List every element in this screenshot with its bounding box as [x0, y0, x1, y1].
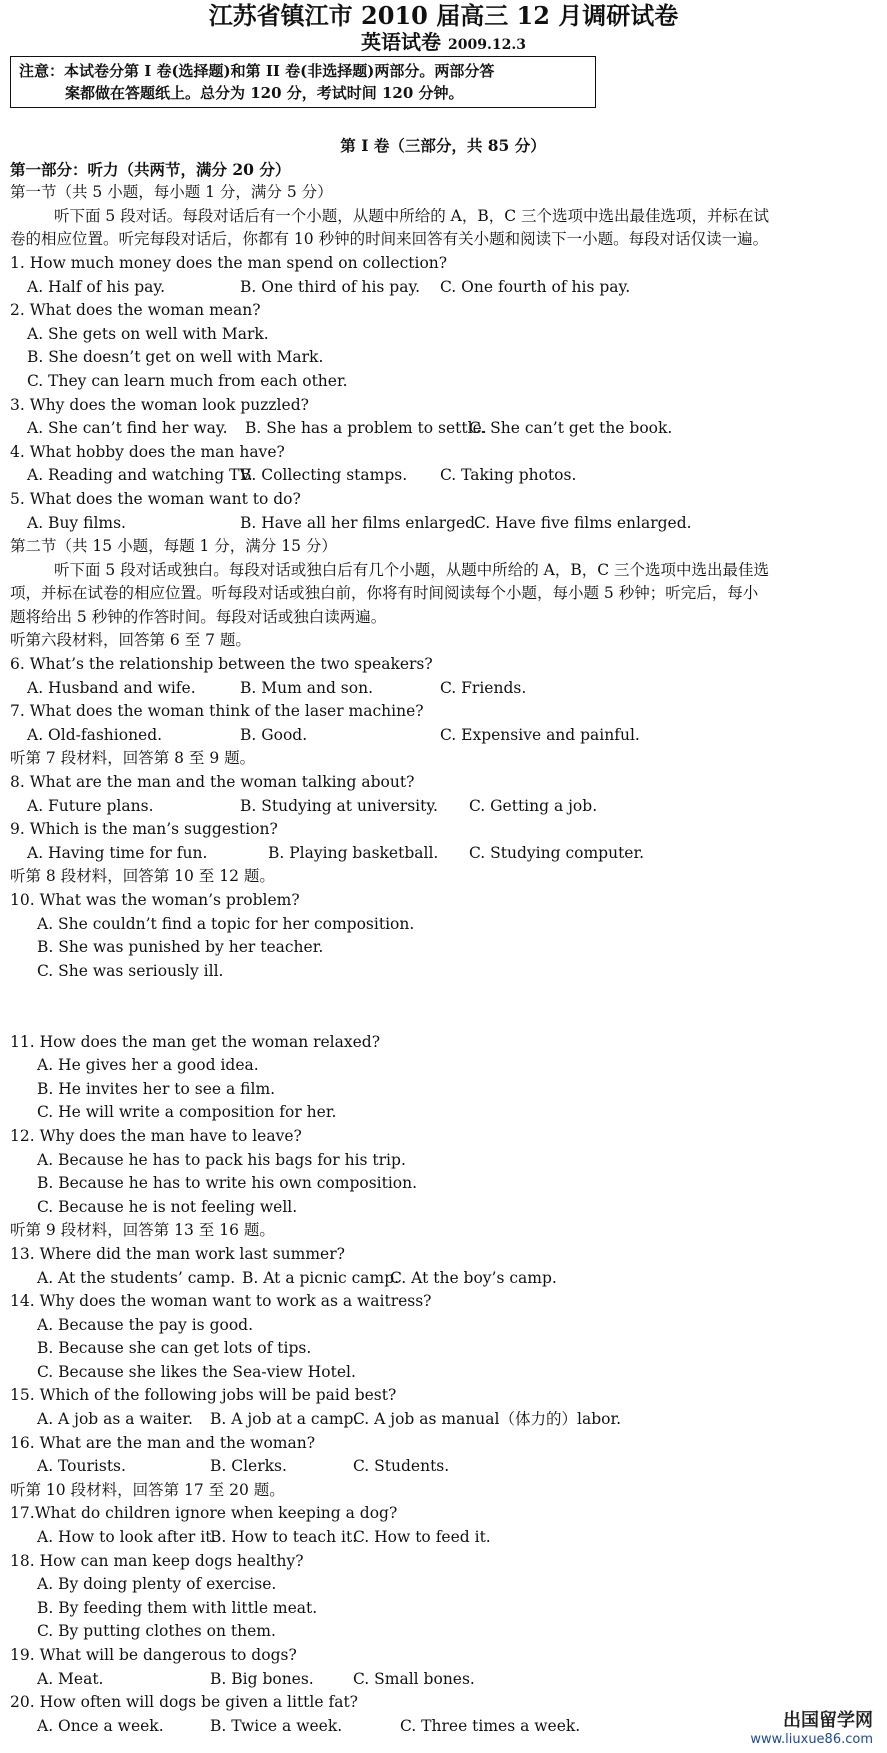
question-stem: 1. How much money does the man spend on collection? — [10, 253, 448, 272]
option-b: B. A job at a camp. — [210, 1410, 359, 1429]
options-row — [10, 1526, 876, 1550]
watermark-name: 出国留学网 — [783, 1710, 873, 1731]
option-a: A. A job as a waiter. — [37, 1410, 193, 1429]
question-stem: 11. How does the man get the woman relaxed? — [10, 1032, 381, 1051]
option-c: C. Students. — [353, 1457, 450, 1476]
material-note: 听第六段材料，回答第 6 至 7 题。 — [10, 631, 251, 650]
options-row — [10, 842, 876, 866]
option-b: B. She was punished by her teacher. — [37, 938, 324, 957]
question-stem: 19. What will be dangerous to dogs? — [10, 1646, 297, 1664]
section1-heading: 第一节（共 5 小题，每小题 1 分，满分 5 分） — [10, 183, 333, 202]
question-stem: 6. What’s the relationship between the two speakers? — [10, 655, 433, 674]
option-a: A. Meat. — [37, 1669, 104, 1688]
options-row — [10, 795, 876, 819]
watermark-logo — [750, 1706, 873, 1747]
question-stem: 3. Why does the woman look puzzled? — [10, 395, 309, 414]
option-b: B. Twice a week. — [210, 1716, 343, 1735]
option-a: A. At the students’ camp. — [37, 1268, 236, 1287]
question-stem: 16. What are the man and the woman? — [10, 1433, 316, 1452]
section2-heading: 第二节（共 15 小题，每题 1 分，满分 15 分） — [10, 537, 337, 556]
option-b: B. Playing basketball. — [268, 843, 439, 862]
material-note: 听第 7 段材料，回答第 8 至 9 题。 — [10, 749, 256, 768]
option-b: B. Clerks. — [210, 1457, 287, 1476]
option-a: A. How to look after it. — [37, 1528, 217, 1547]
volume-title: 第 I 卷（三部分，共 85 分） — [340, 136, 546, 155]
exam-title: 江苏省镇江市 2010 届高三 12 月调研试卷 — [208, 1, 679, 30]
option-a: A. Half of his pay. — [27, 277, 166, 296]
options-row — [10, 417, 876, 441]
option-c: C. Expensive and painful. — [440, 725, 640, 744]
question-stem: 13. Where did the man work last summer? — [10, 1244, 345, 1263]
subtitle-text: 英语试卷 — [361, 30, 442, 54]
option-b: B. At a picnic camp. — [242, 1268, 400, 1287]
question-stem: 10. What was the woman’s problem? — [10, 891, 300, 909]
question-stem: 15. Which of the following jobs will be paid best? — [10, 1386, 397, 1405]
options-row — [10, 1267, 876, 1291]
question-stem: 12. Why does the man have to leave? — [10, 1126, 302, 1145]
option-c: C. Because she likes the Sea-view Hotel. — [37, 1362, 356, 1381]
option-c: C. She was seriously ill. — [37, 961, 224, 980]
option-c: C. Friends. — [440, 678, 527, 697]
section2-instruction: 题将给出 5 秒钟的作答时间。每段对话或独白读两遍。 — [10, 607, 387, 626]
material-note: 听第 10 段材料，回答第 17 至 20 题。 — [10, 1480, 285, 1499]
option-a: A. Husband and wife. — [27, 678, 196, 697]
option-b: B. Good. — [240, 725, 308, 744]
notice-box — [10, 56, 596, 108]
notice-line-2: 案都做在答题纸上。总分为 120 分，考试时间 120 分钟。 — [65, 84, 464, 102]
option-b: B. She doesn’t get on well with Mark. — [27, 348, 324, 367]
exam-content — [10, 134, 876, 1738]
option-b: B. Mum and son. — [240, 678, 373, 697]
option-b: B. Have all her films enlarged. — [240, 513, 481, 532]
option-b: B. How to teach it. — [210, 1528, 358, 1547]
option-b: B. Studying at university. — [240, 796, 438, 815]
options-row — [10, 1668, 876, 1692]
option-a: A. Having time for fun. — [27, 843, 208, 862]
question-stem: 20. How often will dogs be given a little fat? — [10, 1693, 358, 1712]
option-a: A. Once a week. — [37, 1716, 164, 1735]
options-row — [10, 1715, 876, 1739]
options-row — [10, 464, 876, 488]
option-b: B. Big bones. — [210, 1669, 314, 1688]
option-b: B. Because she can get lots of tips. — [37, 1339, 312, 1358]
option-a: A. Future plans. — [27, 796, 154, 815]
option-b: B. He invites her to see a film. — [37, 1079, 276, 1098]
option-a: A. He gives her a good idea. — [37, 1056, 259, 1075]
notice-line-1: 注意：本试卷分第 I 卷(选择题)和第 II 卷(非选择题)两部分。两部分答 — [19, 62, 495, 80]
section2-instruction: 听下面 5 段对话或独白。每段对话或独白后有几个小题，从题中所给的 A，B，C 三个选项中选出最佳选 — [54, 560, 770, 579]
options-row — [10, 276, 876, 300]
option-c: C. Taking photos. — [440, 466, 577, 485]
option-b: B. Collecting stamps. — [240, 466, 408, 485]
watermark-url: www.liuxue86.com — [750, 1732, 873, 1747]
option-c: C. Three times a week. — [400, 1716, 581, 1735]
option-b: B. One third of his pay. — [240, 277, 421, 296]
option-c: C. A job as manual（体力的）labor. — [353, 1410, 622, 1429]
blank-space — [10, 1007, 876, 1031]
option-c: C. Because he is not feeling well. — [37, 1197, 298, 1216]
option-a: A. She gets on well with Mark. — [27, 324, 269, 343]
option-a: A. By doing plenty of exercise. — [37, 1575, 277, 1594]
question-stem: 18. How can man keep dogs healthy? — [10, 1551, 304, 1570]
option-c: C. Studying computer. — [469, 843, 645, 862]
options-row — [10, 1455, 876, 1479]
option-c: C. Getting a job. — [469, 796, 598, 815]
option-c: C. One fourth of his pay. — [440, 277, 631, 296]
question-stem: 2. What does the woman mean? — [10, 301, 261, 320]
option-c: C. How to feed it. — [353, 1528, 491, 1547]
option-a: A. Buy films. — [27, 513, 126, 532]
option-a: A. Old-fashioned. — [27, 725, 163, 744]
option-a: A. Tourists. — [37, 1457, 126, 1476]
option-b: B. By feeding them with little meat. — [37, 1598, 318, 1617]
material-note: 听第 8 段材料，回答第 10 至 12 题。 — [10, 867, 275, 886]
options-row — [10, 512, 876, 536]
option-c: C. Have five films enlarged. — [474, 513, 692, 532]
option-a: A. Because the pay is good. — [37, 1315, 254, 1334]
question-stem: 9. Which is the man’s suggestion? — [10, 820, 278, 839]
option-a: A. She can’t find her way. — [27, 419, 228, 438]
material-note: 听第 9 段材料，回答第 13 至 16 题。 — [10, 1221, 275, 1240]
option-c: C. By putting clothes on them. — [37, 1622, 276, 1641]
option-c: C. She can’t get the book. — [469, 419, 673, 438]
option-c: C. He will write a composition for her. — [37, 1103, 337, 1122]
question-stem: 7. What does the woman think of the laser machine? — [10, 702, 424, 721]
blank-space — [10, 983, 876, 1007]
options-row — [10, 677, 876, 701]
question-stem: 8. What are the man and the woman talking about? — [10, 773, 415, 792]
exam-date: 2009.12.3 — [448, 37, 526, 53]
question-stem: 14. Why does the woman want to work as a waitress? — [10, 1292, 432, 1311]
options-row — [10, 1408, 876, 1432]
option-a: A. She couldn’t find a topic for her composition. — [37, 914, 415, 933]
option-b: B. She has a problem to settle. — [245, 419, 487, 438]
part1-title: 第一部分：听力（共两节，满分 20 分） — [10, 159, 291, 179]
question-stem: 5. What does the woman want to do? — [10, 489, 301, 508]
question-stem: 4. What hobby does the man have? — [10, 442, 285, 461]
option-a: A. Because he has to pack his bags for his trip. — [37, 1150, 406, 1169]
options-row — [10, 724, 876, 748]
exam-subtitle — [0, 30, 887, 57]
option-c: C. Small bones. — [353, 1669, 475, 1688]
option-a: A. Reading and watching TV. — [27, 466, 253, 485]
section2-instruction: 项，并标在试卷的相应位置。听每段对话或独白前，你将有时间阅读每个小题，每小题 5 秒钟；听完后，每小 — [10, 584, 759, 603]
section1-instruction: 卷的相应位置。听完每段对话后，你都有 10 秒钟的时间来回答有关小题和阅读下一小题。每段对话仅读一遍。 — [10, 230, 769, 249]
section1-instruction: 听下面 5 段对话。每段对话后有一个小题，从题中所给的 A，B，C 三个选项中选出最佳选项，并标在试 — [54, 206, 770, 225]
option-b: B. Because he has to write his own composition. — [37, 1174, 418, 1193]
question-stem: 17.What do children ignore when keeping a dog? — [10, 1504, 398, 1523]
option-c: C. At the boy’s camp. — [390, 1268, 557, 1287]
option-c: C. They can learn much from each other. — [27, 371, 348, 390]
